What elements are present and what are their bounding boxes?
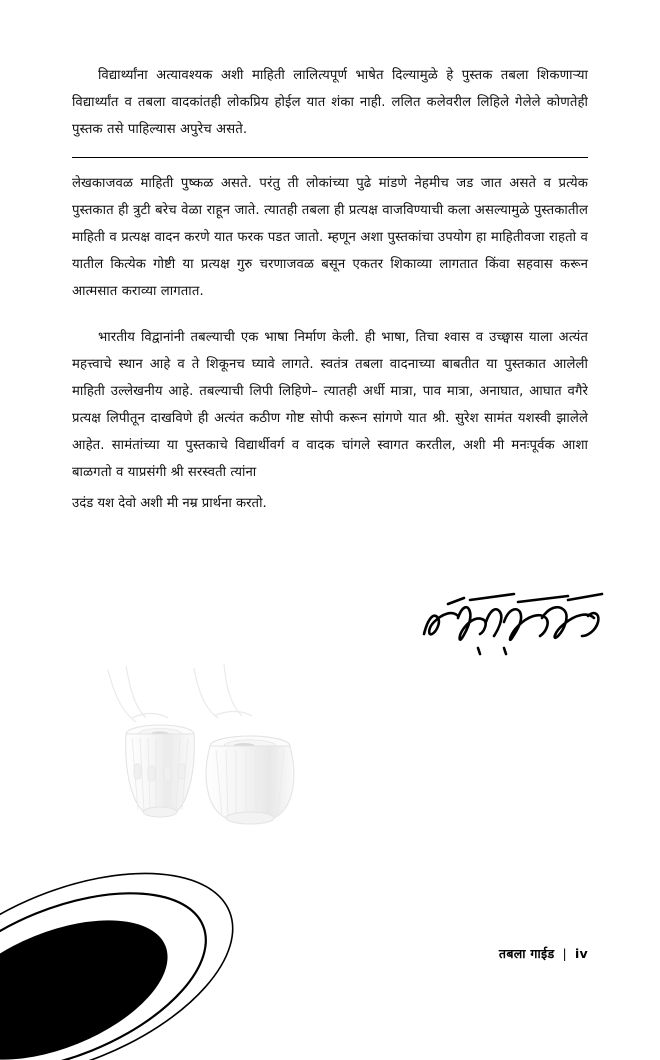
footer-page-number: iv [574, 946, 588, 961]
document-content [72, 62, 588, 517]
footer-book-title: तबला गाईड [498, 946, 555, 961]
black-ellipse-swoosh-decoration [0, 840, 320, 1060]
paragraph-3: भारतीय विद्वानांनी तबल्याची एक भाषा निर्माण केली. ही भाषा, तिचा श्वास व उच्छ्वास याला अत्यंत महत्त्वाचे स्थान आहे व ते शिकूनच घ्यावे लागते. स्वतंत्र तबला वादनाच्या बाबतीत या पुस्तकात आलेली माहिती उल्लेखनीय आहे. तबल्याची लिपी लिहिणे– त्यातही अर्धी मात्रा, पाव मात्रा, अनाघात, आघात वगैरे प्रत्यक्ष लिपीतून दाखविणे ही अत्यंत कठीण गोष्ट सोपी करून सांगणे यात श्री. सुरेश सामंत यशस्वी झालेले आहेत. सामंतांच्या या पुस्तकाचे विद्यार्थीवर्ग व वादक चांगले स्वागत करतील, अशी मी मनःपूर्वक आशा बाळगतो व याप्रसंगी श्री सरस्वती त्यांना [72, 329, 588, 480]
paragraph-1: विद्यार्थ्यांना अत्यावश्यक अशी माहिती लालित्यपूर्ण भाषेत दिल्यामुळे हे पुस्तक तबला शिकणाऱ्या विद्यार्थ्यांत व तबला वादकांतही लोकप्रिय होईल यात शंका नाही. ललित कलेवरील लिहिले गेलेले कोणतेही पुस्तक तसे पाहिल्यास अपुरेच असते. [72, 68, 588, 138]
handwritten-signature [418, 588, 608, 668]
paragraph-spacer [72, 310, 588, 324]
closing-line: उदंड यश देवो अशी मी नम्र प्रार्थना करतो. [72, 495, 267, 511]
footer-separator: | [562, 946, 567, 961]
paragraph-2: लेखकाजवळ माहिती पुष्कळ असते. परंतु ती लोकांच्या पुढे मांडणे नेहमीच जड जात असते व प्रत्येक पुस्तकात ही त्रुटी बरेच वेळा राहून जाते. त्यातही तबला ही प्रत्यक्ष वाजविण्याची कला असल्यामुळे पुस्तकातील माहिती व प्रत्यक्ष वादन करणे यात फरक पडत जातो. म्हणून अशा पुस्तकांचा उपयोग हा माहितीवजा राहतो व यातील कित्येक गोष्टी या प्रत्यक्ष गुरु चरणाजवळ बसून एकतर शिकाव्या लागतात किंवा सहवास करून आत्मसात कराव्या लागतात. [72, 176, 588, 300]
page-footer [499, 945, 588, 962]
tabla-drum-pair-illustration [74, 660, 364, 860]
horizontal-divider [72, 157, 588, 158]
